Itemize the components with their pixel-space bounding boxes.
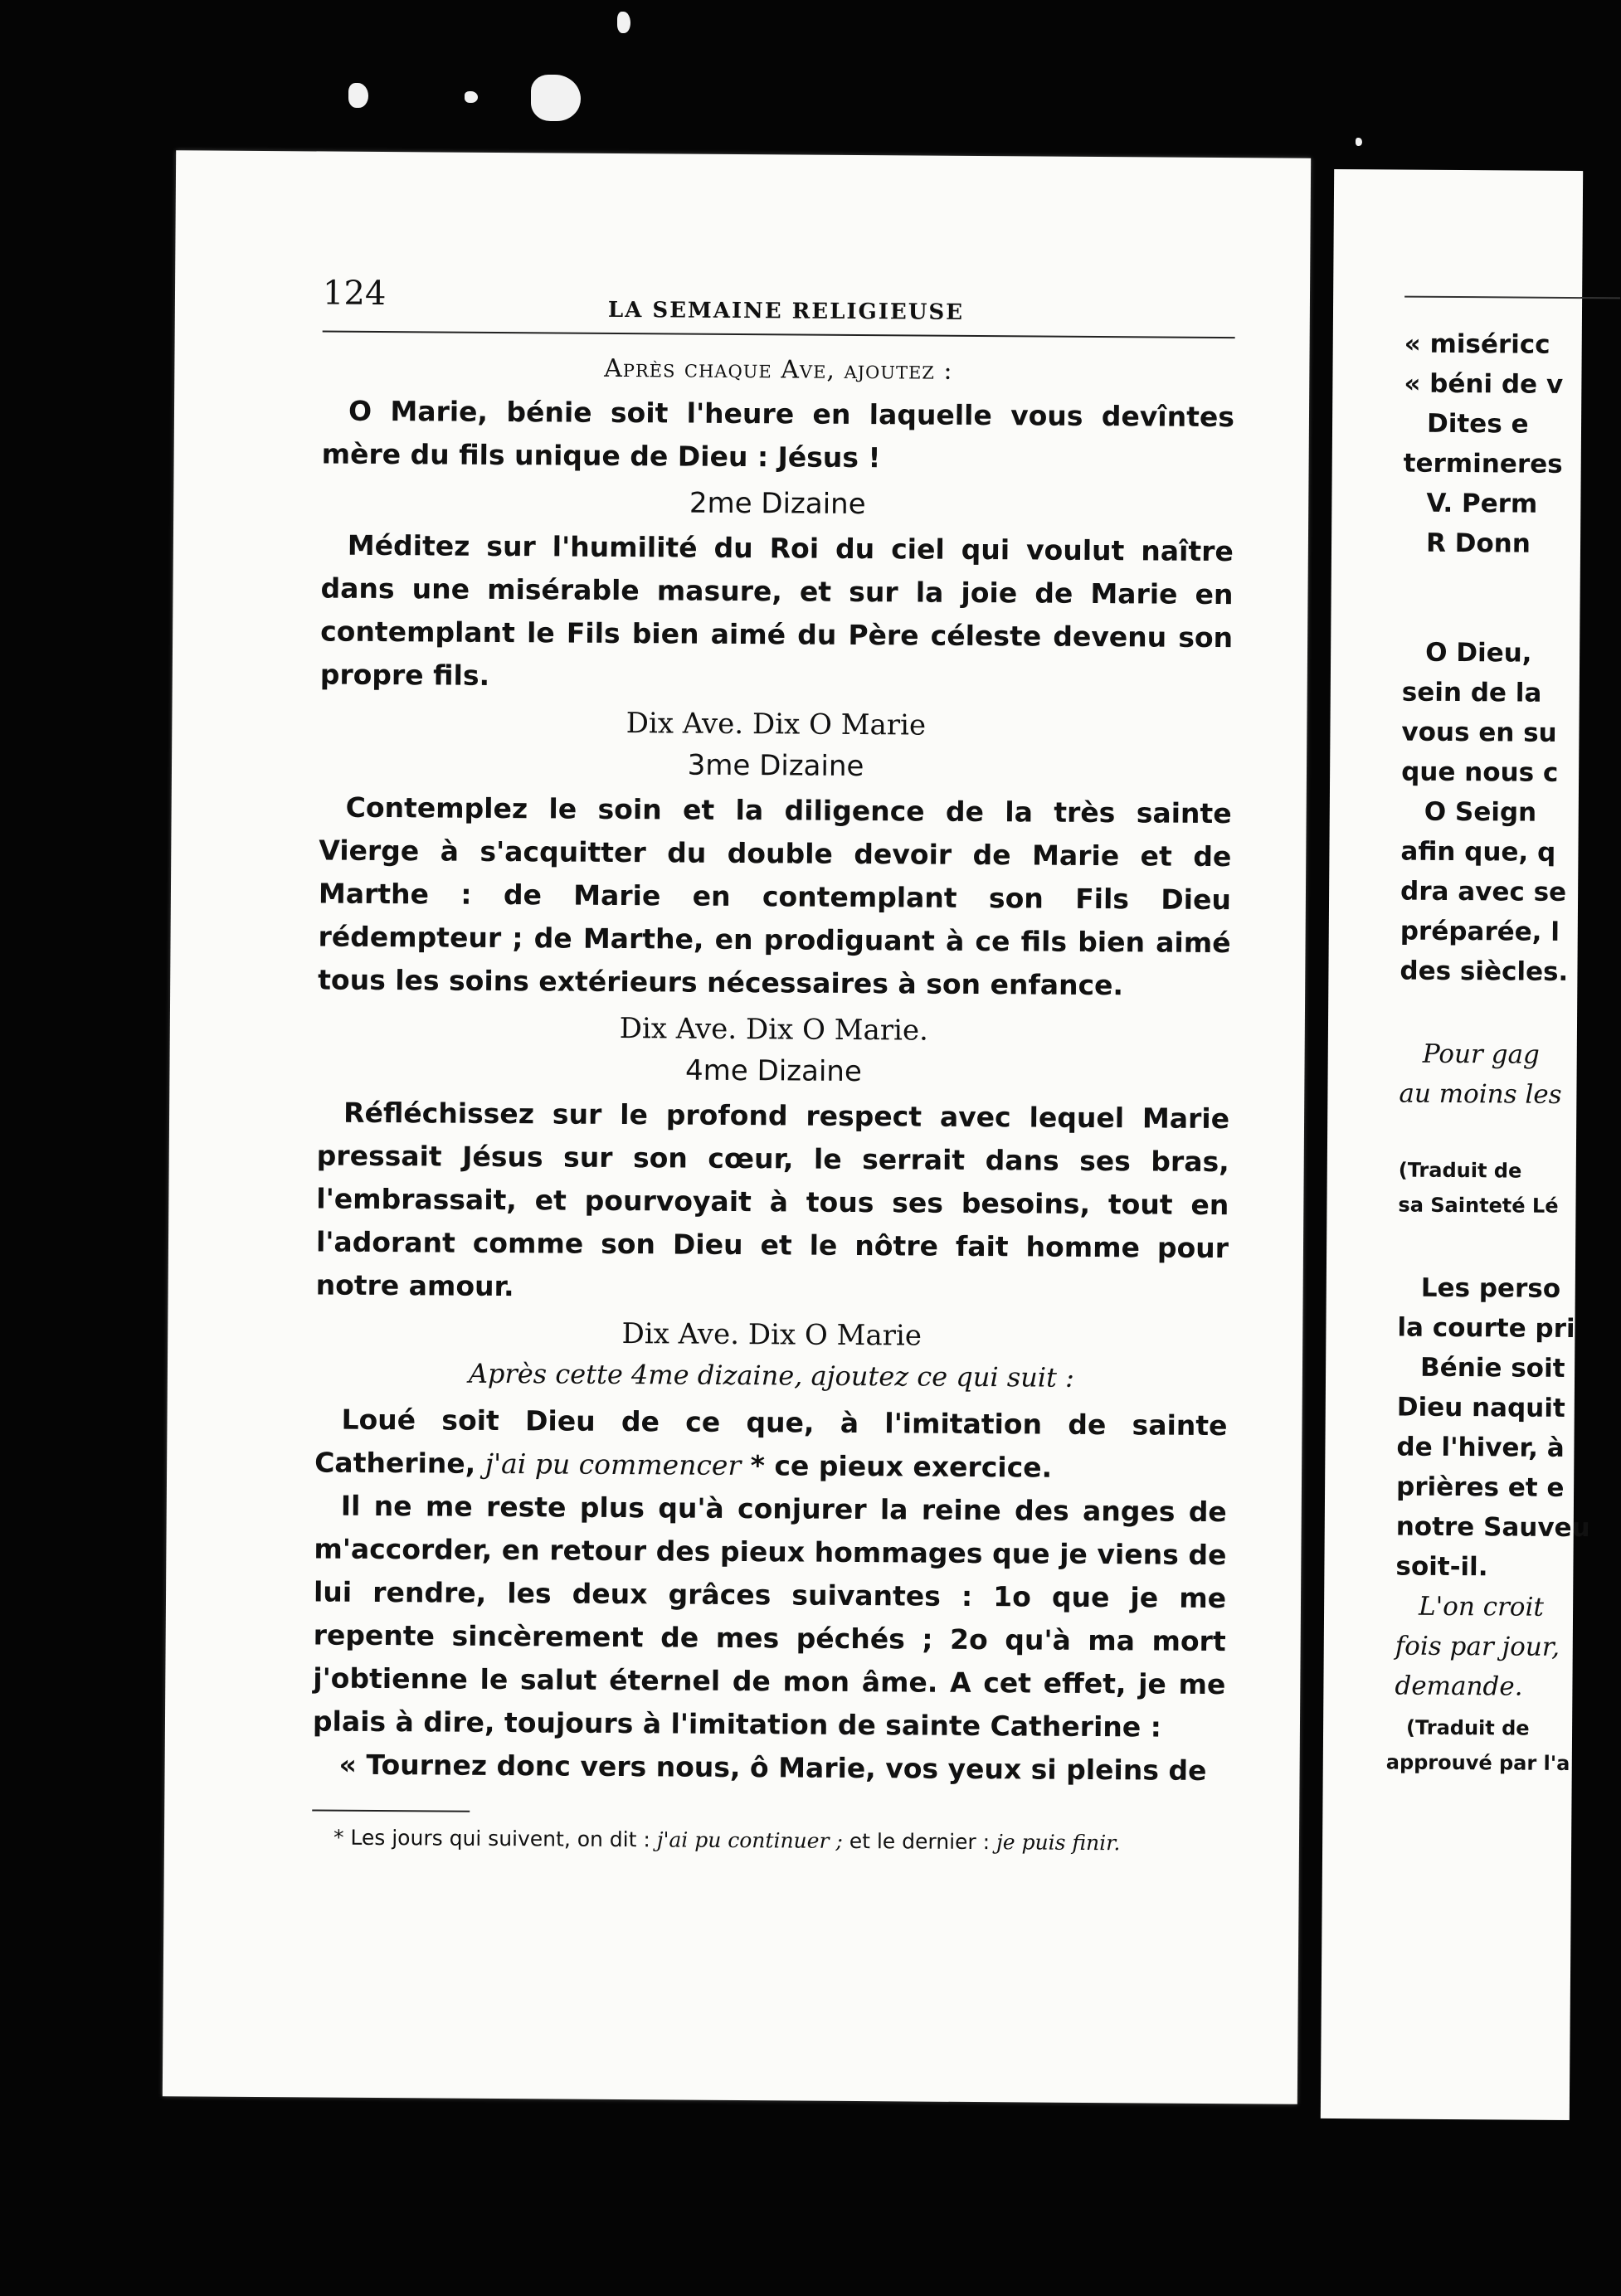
running-title: LA SEMAINE RELIGIEUSE xyxy=(607,297,965,325)
right-line: Dites e xyxy=(1426,408,1529,440)
dizaine-3-title: 3me Dizaine xyxy=(687,748,864,784)
right-line: afin que, q xyxy=(1400,836,1556,868)
right-line: termineres xyxy=(1403,448,1563,479)
page-header xyxy=(323,274,1235,330)
right-page-cropped xyxy=(1321,169,1590,2120)
closing-1-start: Loué soit Dieu de ce que, à l'imitation de sainte Catherine, xyxy=(314,1403,1228,1480)
dizaine-2-title: 2me Dizaine xyxy=(689,486,866,522)
refrain-2: Dix Ave. Dix O Marie xyxy=(626,707,927,742)
right-line: R Donn xyxy=(1425,528,1531,559)
right-line: « béni de v xyxy=(1404,368,1564,400)
footnote-rule xyxy=(312,1809,470,1812)
closing-paragraph-1 xyxy=(314,1398,1228,1491)
right-line: vous en su xyxy=(1401,717,1557,748)
scan-speck xyxy=(348,83,368,108)
scan-speck xyxy=(531,75,581,121)
scan-speck xyxy=(465,91,478,103)
right-line: préparée, l xyxy=(1400,916,1560,947)
dizaine-4-title: 4me Dizaine xyxy=(684,1053,862,1089)
right-line: V. Perm xyxy=(1426,488,1538,519)
intro-heading: Après chaque Ave, ajoutez : xyxy=(604,353,953,386)
right-line: que nous c xyxy=(1401,756,1559,788)
closing-paragraph-3: « Tournez donc vers nous, ô Marie, vos yeux si pleins de xyxy=(338,1748,1207,1787)
right-line: de l'hiver, à xyxy=(1396,1432,1565,1463)
dizaine-4-text: Réfléchissez sur le profond respect avec lequel Marie pressait Jésus sur son cœur, le serrait dans ses bras, l'embrassait, et pourvoyait à tous ses besoins, tout en l'adorant comme son Dieu et le nôtre fait homme pour notre amour. xyxy=(315,1096,1230,1303)
footnote-italic-2: je puis finir. xyxy=(995,1830,1121,1856)
closing-1-end: * ce pieux exercice. xyxy=(750,1449,1053,1484)
right-line: notre Sauveu xyxy=(1395,1511,1590,1544)
right-line: dra avec se xyxy=(1400,876,1567,907)
right-header-rule xyxy=(1404,296,1620,299)
right-line: O Dieu, xyxy=(1425,637,1532,669)
right-line: demande. xyxy=(1395,1671,1523,1702)
dizaine-2-text: Méditez sur l'humilité du Roi du ciel qui voulut naître dans une misérable masure, et sur la joie de Marie en contemplant le Fils bien aimé du Père céleste devenu son propre fils. xyxy=(319,528,1234,692)
right-line: (Traduit de xyxy=(1405,1715,1530,1740)
left-page xyxy=(163,150,1311,2104)
header-rule xyxy=(323,330,1235,338)
right-line: sein de la xyxy=(1401,677,1542,708)
right-line: la courte pri xyxy=(1397,1312,1575,1345)
footnote-start: * Les jours qui suivent, on dit : xyxy=(333,1825,650,1852)
refrain-4: Dix Ave. Dix O Marie xyxy=(621,1317,922,1353)
instruction-after-dizaine: Après cette 4me dizaine, ajoutez ce qui suit : xyxy=(468,1357,1075,1394)
footnote-italic-1: j'ai pu continuer ; xyxy=(656,1827,843,1853)
scan-speck xyxy=(1356,138,1362,146)
right-line: sa Sainteté Lé xyxy=(1398,1193,1559,1218)
right-line: prières et e xyxy=(1395,1471,1565,1503)
right-line: fois par jour, xyxy=(1395,1631,1560,1662)
right-line: Pour gag xyxy=(1422,1039,1540,1070)
right-line: approuvé par l'a xyxy=(1385,1750,1570,1776)
right-line: O Seign xyxy=(1424,796,1537,828)
left-page-content xyxy=(312,274,1235,1861)
right-line: L'on croit xyxy=(1418,1591,1545,1622)
page-number: 124 xyxy=(322,274,387,314)
right-line: Dieu naquit xyxy=(1396,1392,1565,1423)
right-line: « miséricc xyxy=(1404,328,1550,360)
intro-prayer: O Marie, bénie soit l'heure en laquelle vous devîntes mère du fils unique de Dieu : Jésus ! xyxy=(321,394,1235,474)
refrain-3: Dix Ave. Dix O Marie. xyxy=(619,1012,929,1048)
footnote xyxy=(312,1821,1224,1861)
closing-paragraph-2: Il ne me reste plus qu'à conjurer la reine des anges de m'accorder, en retour des pieux hommages que je viens de lui rendre, les deux grâces suivantes : 1o que je me repente sincèrement de mes péchés ; 2o qu'à ma mort j'obtienne le salut éternel de mon âme. A cet effet, je me plais à dire, toujours à l'imitation de sainte Catherine : xyxy=(312,1489,1227,1744)
right-line: Les perso xyxy=(1420,1272,1561,1304)
dizaine-3-text: Contemplez le soin et la diligence de la très sainte Vierge à s'acquitter du double devoir de Marie et de Marthe : de Marie en contemplant son Fils Dieu rédempteur ; de Marthe, en prodiguant à ce fils bien aimé tous les soins extérieurs nécessaires à son enfance. xyxy=(318,790,1232,1002)
right-line: au moins les xyxy=(1399,1078,1562,1110)
right-line: Bénie soit xyxy=(1419,1352,1565,1384)
footnote-mid: et le dernier : xyxy=(849,1828,991,1855)
right-line: (Traduit de xyxy=(1398,1158,1522,1183)
right-line: soit-il. xyxy=(1395,1551,1488,1583)
scan-speck xyxy=(617,12,630,33)
right-line: des siècles. xyxy=(1400,956,1569,987)
closing-1-italic: j'ai pu commencer xyxy=(484,1447,742,1482)
